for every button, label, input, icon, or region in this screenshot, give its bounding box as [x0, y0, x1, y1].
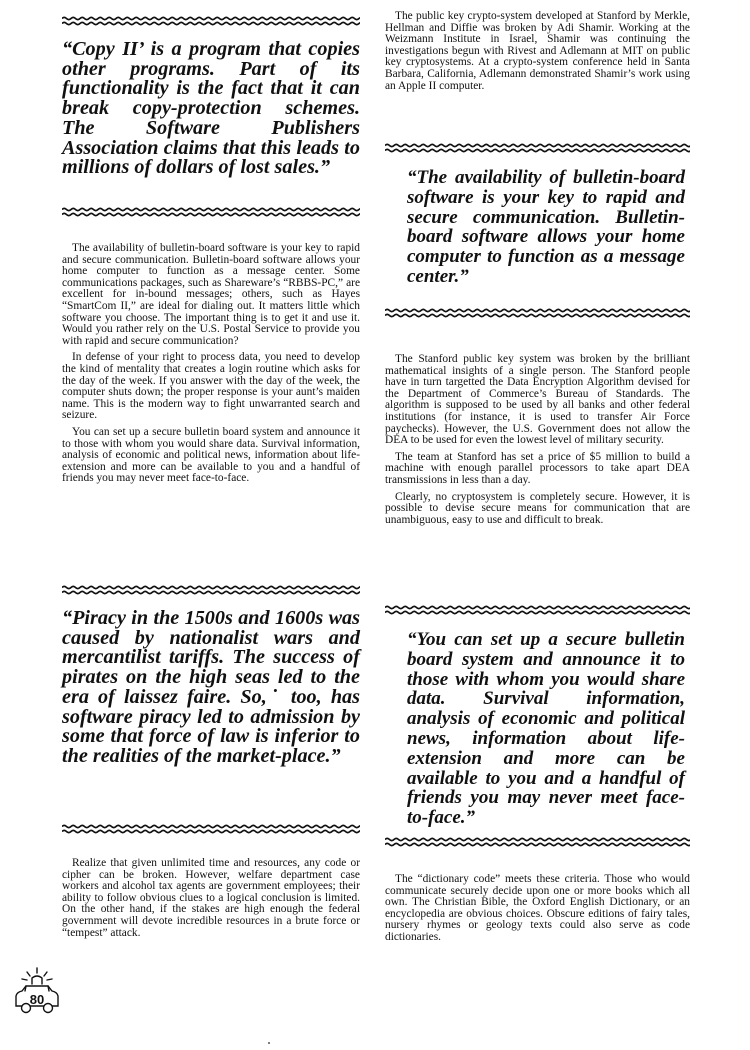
wavy-divider	[385, 603, 690, 617]
pull-quote: “You can set up a secure bulletin board system and announce it to those with whom you would share data. Survival information, analysis of economic and political news, information about life-extension and more can be available to you and a handful of friends you may never meet face-to-face.”	[407, 629, 685, 829]
article-text	[385, 874, 690, 949]
pull-quote: “The availability of bulletin-board software is your key to rapid and secure communication. Bulletin-board software allows your home computer to function as a message center.”	[407, 167, 685, 287]
wavy-divider	[62, 205, 360, 219]
paragraph: The team at Stanford has set a price of $5 million to build a machine with enough parallel processors to take apart DEA transmissions in less than a day.	[385, 450, 690, 486]
article-text	[385, 11, 690, 97]
wavy-divider	[62, 822, 360, 836]
paragraph: Realize that given unlimited time and resources, any code or cipher can be broken. However, welfare department case workers and alcohol tax agents are government employees; their ability to follow obvious clues to a logical conclusion is limited. On the other hand, if the stakes are high enough the federal government will devote incredible resources in a brute force or “tempest” attack.	[62, 857, 360, 939]
wavy-divider	[385, 306, 690, 320]
paragraph: The Stanford public key system was broken by the brilliant mathematical insights of a single person. The Stanford people have in turn targetted the Data Encryption Algorithm devised for the Department of Commerce’s Bureau of Standards. The algorithm is supposed to be used by all banks and other federal institutions (for instance, it is used to transfer Air Force paychecks). However, the U.S. Government does not allow the DEA to be used for even the lowest level of military security.	[385, 353, 690, 447]
page-badge	[13, 966, 61, 1018]
pull-quote: “Piracy in the 1500s and 1600s was caused by nationalist wars and mercantilist tariffs. The success of pirates on the high seas led to the era of laissez faire. So,˙ too, has software piracy led to admission by some that force of law is inferior to the realities of the market-place.”	[62, 607, 360, 767]
wavy-divider	[62, 14, 360, 28]
article-text	[62, 858, 360, 944]
paragraph: In defense of your right to process data, you need to develop the kind of mentality that creates a login routine which asks for the day of the week. If you answer with the day of the week, the computer shuts down; the proper response is your aunt’s maiden name. This is the modern way to fight unwarranted search and seizure.	[62, 351, 360, 422]
article-text	[62, 243, 360, 490]
page-number: 80	[29, 992, 45, 1007]
paragraph: The public key crypto-system developed at Stanford by Merkle, Hellman and Diffie was broken by Adi Shamir. Working at the Weizmann Institute in Israel, Shamir was continuing the investigations begun with Rivest and Adlemann at MIT on public key cryptosystems. At a crypto-system conference held in Santa Barbara, California, Adlemann demonstrated Shamir’s work using an Apple II computer.	[385, 10, 690, 92]
paragraph: The “dictionary code” meets these criteria. Those who would communicate securely decide upon one or more books which all own. The Christian Bible, the Oxford English Dictionary, or an encyclopedia are obvious choices. Obscure editions of fairy tales, nursery rhymes or geology texts could also serve as code dictionaries.	[385, 873, 690, 943]
paragraph: You can set up a secure bulletin board system and announce it to those with whom you would share data. Survival information, analysis of economic and political news, information about life-extension and more can be available to you and a handful of friends you may never meet face-to-face.	[62, 425, 360, 485]
stray-dot	[268, 1042, 270, 1044]
wavy-divider	[385, 141, 690, 155]
pull-quote: “Copy II’ is a program that copies other programs. Part of its functionality is the fact that it can break copy-protection schemes. The Software Publishers Association claims that this leads to millions of dollars of lost sales.”	[62, 38, 360, 179]
article-text	[385, 354, 690, 531]
wavy-divider	[385, 835, 690, 849]
paragraph: Clearly, no cryptosystem is completely secure. However, it is possible to devise secure means for communication that are unambiguous, easy to use and difficult to break.	[385, 490, 690, 526]
paragraph: The availability of bulletin-board software is your key to rapid and secure communication. Bulletin-board software allows your home computer to function as a message center. Some communications packages, such as Shareware’s “RBBS-PC,” are excellent for in-bound messages; others, such as Hayes “SmartCom II,” are ideal for dialing out. It matters little which software you choose. The important thing is to get it and use it. Would you rather rely on the U.S. Postal Service to provide you with rapid and secure communication?	[62, 242, 360, 347]
wavy-divider	[62, 583, 360, 597]
